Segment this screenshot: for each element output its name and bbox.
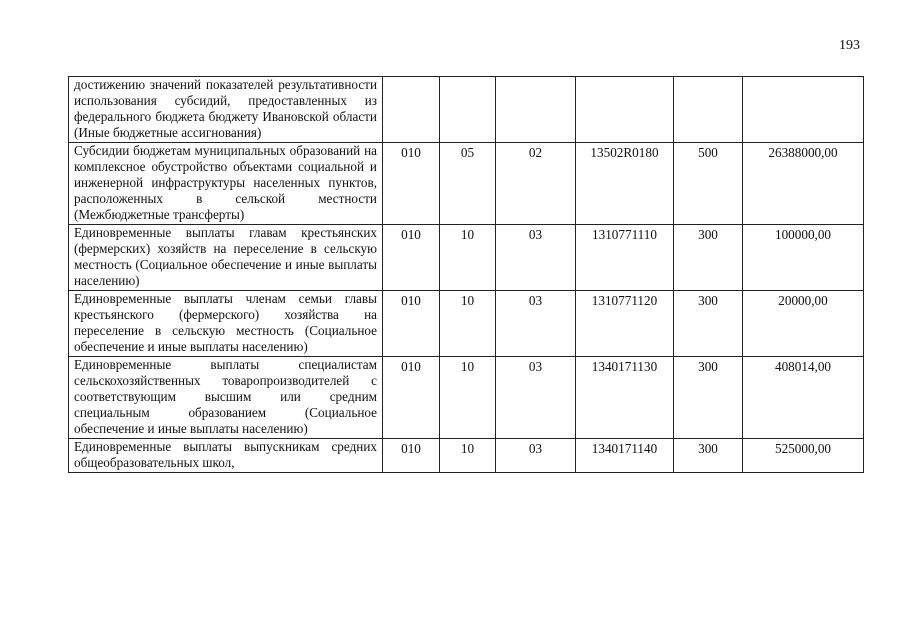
subsection-code: 03 — [496, 291, 576, 357]
target-article-code: 1340171140 — [576, 439, 674, 473]
row-description: Единовременные выплаты выпускникам средних общеобразовательных школ, — [69, 439, 383, 473]
target-article-code: 1340171130 — [576, 357, 674, 439]
row-description: достижению значений показателей результативности использования субсидий, предоставленных из федерального бюджета бюджету Ивановской области (Иные бюджетные ассигнования) — [69, 77, 383, 143]
section-code: 10 — [440, 439, 496, 473]
section-code: 10 — [440, 225, 496, 291]
amount: 525000,00 — [743, 439, 864, 473]
table-row — [69, 143, 864, 225]
amount: 408014,00 — [743, 357, 864, 439]
expense-type-code: 300 — [674, 291, 743, 357]
table-row — [69, 77, 864, 143]
row-description: Единовременные выплаты специалистам сельскохозяйственных товаропроизводителей с соответствующим высшим или средним специальным образованием (Социальное обеспечение и иные выплаты населению) — [69, 357, 383, 439]
budget-table — [68, 76, 864, 473]
target-article-code — [576, 77, 674, 143]
subsection-code: 03 — [496, 357, 576, 439]
ministry-code: 010 — [383, 357, 440, 439]
section-code — [440, 77, 496, 143]
table-row — [69, 357, 864, 439]
ministry-code: 010 — [383, 439, 440, 473]
subsection-code: 03 — [496, 225, 576, 291]
row-description: Субсидии бюджетам муниципальных образований на комплексное обустройство объектами социальной и инженерной инфраструктуры населенных пунктов, расположенных в сельской местности (Межбюджетные трансферты) — [69, 143, 383, 225]
target-article-code: 1310771110 — [576, 225, 674, 291]
target-article-code: 13502R0180 — [576, 143, 674, 225]
amount — [743, 77, 864, 143]
table-row — [69, 439, 864, 473]
ministry-code: 010 — [383, 143, 440, 225]
amount: 26388000,00 — [743, 143, 864, 225]
row-description: Единовременные выплаты главам крестьянских (фермерских) хозяйств на переселение в сельскую местность (Социальное обеспечение и иные выплаты населению) — [69, 225, 383, 291]
section-code: 10 — [440, 291, 496, 357]
expense-type-code: 300 — [674, 225, 743, 291]
row-description: Единовременные выплаты членам семьи главы крестьянского (фермерского) хозяйства на переселение в сельскую местность (Социальное обеспечение и иные выплаты населению) — [69, 291, 383, 357]
subsection-code: 02 — [496, 143, 576, 225]
section-code: 05 — [440, 143, 496, 225]
target-article-code: 1310771120 — [576, 291, 674, 357]
amount: 100000,00 — [743, 225, 864, 291]
table-row — [69, 225, 864, 291]
expense-type-code: 500 — [674, 143, 743, 225]
subsection-code — [496, 77, 576, 143]
ministry-code: 010 — [383, 225, 440, 291]
page-number: 193 — [839, 38, 860, 53]
subsection-code: 03 — [496, 439, 576, 473]
table-row — [69, 291, 864, 357]
amount: 20000,00 — [743, 291, 864, 357]
ministry-code — [383, 77, 440, 143]
ministry-code: 010 — [383, 291, 440, 357]
section-code: 10 — [440, 357, 496, 439]
expense-type-code: 300 — [674, 439, 743, 473]
expense-type-code — [674, 77, 743, 143]
expense-type-code: 300 — [674, 357, 743, 439]
